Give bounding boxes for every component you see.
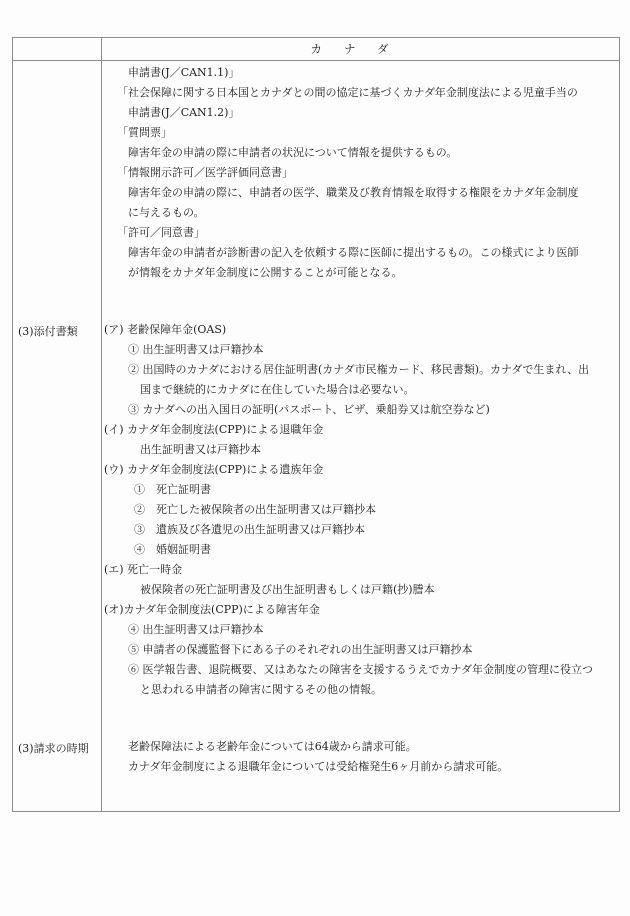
text-line: ③ カナダへの出入国日の証明(パスポート、ビザ、乗船券又は航空券など) [128,403,490,416]
text-line: 被保険者の死亡証明書及び出生証明書もしくは戸籍(抄)謄本 [140,583,435,596]
section-label: (3)添付書類 [18,325,78,338]
text-line: 「許可／同意書」 [117,226,205,239]
text-line: ⑥ 医学報告書、退院概要、又はあなたの障害を支援するうえでカナダ年金制度の管理に役立つ [128,663,593,676]
text-line: ④ 婚姻証明書 [134,543,211,556]
country-header: カナダ [310,42,411,56]
text-line: に与えるもの。 [128,206,205,219]
text-line: ① 死亡証明書 [134,483,211,496]
text-line: (エ) 死亡一時金 [104,563,183,576]
text-line: (イ) カナダ年金制度法(CPP)による退職年金 [104,423,324,436]
text-line: カナダ年金制度による退職年金については受給権発生6ヶ月前から請求可能。 [128,760,509,773]
text-line: (ウ) カナダ年金制度法(CPP)による遺族年金 [104,463,324,476]
text-line: 国まで継続的にカナダに在住していた場合は必要ない。 [140,383,415,396]
text-line: ③ 遺族及び各遺児の出生証明書又は戸籍抄本 [134,523,365,536]
text-line: ② 死亡した被保険者の出生証明書又は戸籍抄本 [134,503,376,516]
text-line: 「社会保障に関する日本国とカナダとの間の協定に基づくカナダ年金制度法による児童手当の [117,86,578,99]
text-line: 申請書(J／CAN1.2)」 [128,106,240,119]
text-line: 「情報開示許可／医学評価同意書」 [117,166,293,179]
text-line: 障害年金の申請の際に、申請者の医学、職業及び教育情報を取得する権限をカナダ年金制度 [128,186,579,199]
text-line: ① 出生証明書又は戸籍抄本 [128,343,264,356]
text-line: 出生証明書又は戸籍抄本 [140,443,261,456]
column-divider [101,38,102,811]
text-line: と思われる申請者の障害に関するその他の情報。 [140,683,382,696]
text-line: 障害年金の申請の際に申請者の状況について情報を提供するもの。 [128,146,458,159]
text-line: 老齢保障法による老齢年金については64歳から請求可能。 [128,740,417,753]
text-line: が情報をカナダ年金制度に公開することが可能となる。 [128,266,403,279]
text-line: (オ)カナダ年金制度法(CPP)による障害年金 [104,603,320,616]
text-line: 「質問票」 [117,126,172,139]
text-line: 障害年金の申請者が診断書の記入を依頼する際に医師に提出するもの。この様式により医師 [128,246,579,259]
text-line: ② 出国時のカナダにおける居住証明書(カナダ市民権カード、移民書類)。カナダで生まれ、出 [128,363,590,376]
text-line: ⑤ 申請者の保護監督下にある子のそれぞれの出生証明書又は戸籍抄本 [128,643,473,656]
section-label: (3)請求の時期 [18,742,89,755]
text-line: (ア) 老齢保障年金(OAS) [104,323,227,336]
table-header-row [13,38,619,61]
text-line: 申請書(J／CAN1.1)」 [128,66,240,79]
text-line: ④ 出生証明書又は戸籍抄本 [128,623,264,636]
